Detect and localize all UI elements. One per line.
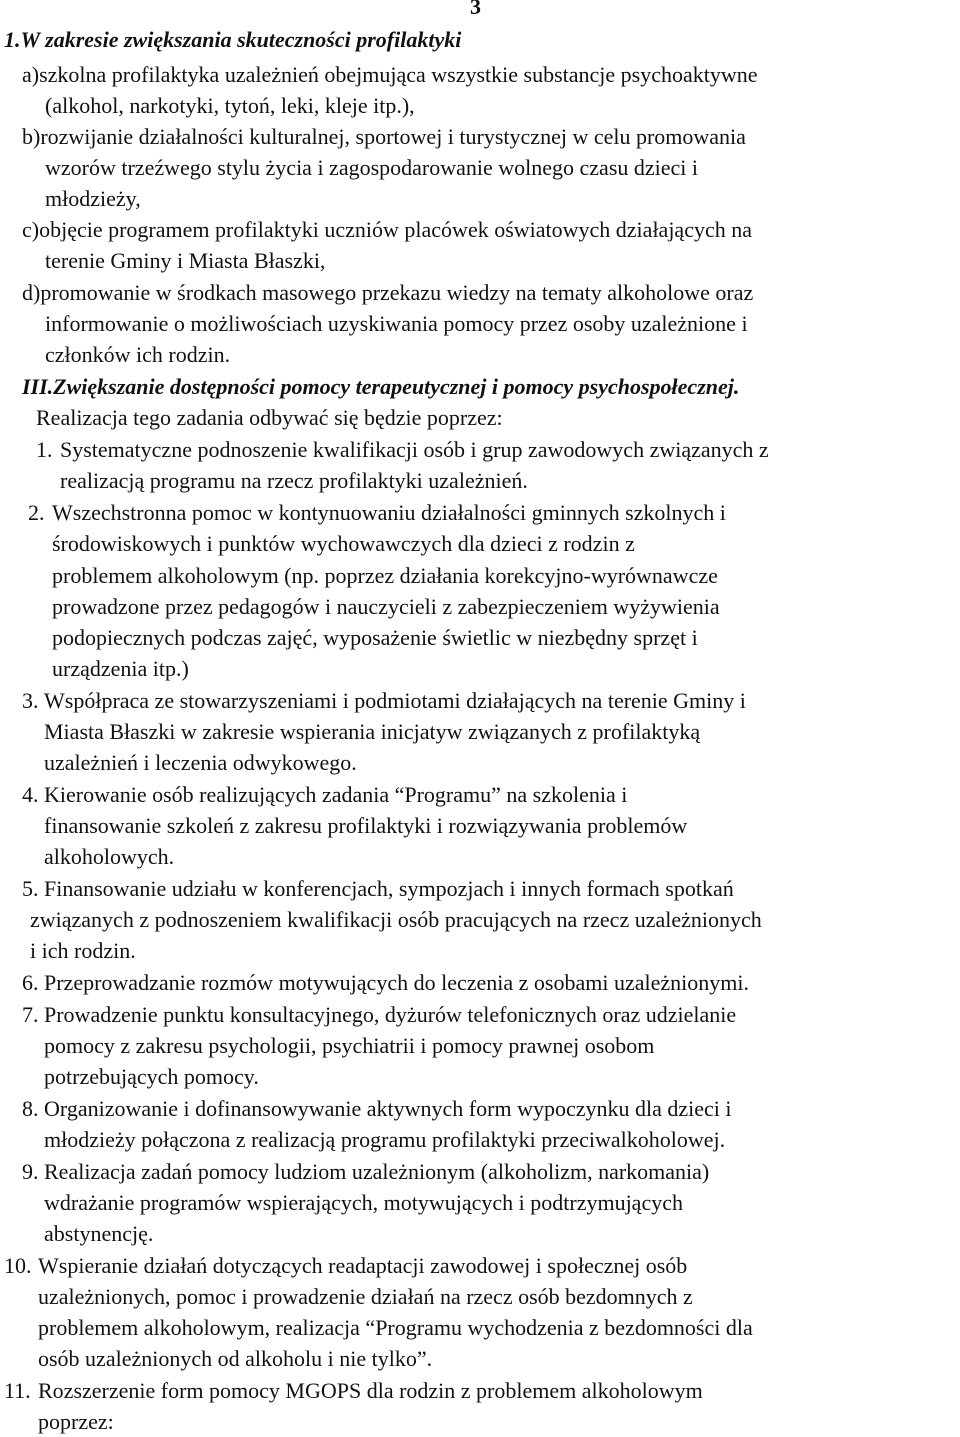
list-item-text: abstynencję. <box>44 1221 154 1246</box>
section-heading: III.Zwiększanie dostępności pomocy terapeutycznej i pomocy psychospołecznej. <box>22 374 740 399</box>
list-item-text: środowiskowych i punktów wychowawczych dla dzieci z rodzin z <box>52 531 635 556</box>
text-line: terenie Gminy i Miasta Błaszki, <box>45 248 326 273</box>
list-item-text: Systematyczne podnoszenie kwalifikacji osób i grup zawodowych związanych z <box>60 437 769 462</box>
list-item-text: Organizowanie i dofinansowywanie aktywnych form wypoczynku dla dzieci i <box>44 1096 732 1121</box>
text-line: młodzieży, <box>45 186 141 211</box>
list-item-number: 6. <box>22 970 39 995</box>
list-item-text: Współpraca ze stowarzyszeniami i podmiotami działających na terenie Gminy i <box>44 688 746 713</box>
text-line: informowanie o możliwościach uzyskiwania pomocy przez osoby uzależnione i <box>45 311 748 336</box>
list-item-text: realizacją programu na rzecz profilaktyki uzależnień. <box>60 468 528 493</box>
list-item-text: Wspieranie działań dotyczących readaptacji zawodowej i społecznej osób <box>38 1253 688 1278</box>
intro-text: Realizacja tego zadania odbywać się będzie poprzez: <box>36 405 503 430</box>
text-line: c)objęcie programem profilaktyki uczniów placówek oświatowych działających na <box>22 217 752 242</box>
section-heading: 1.W zakresie zwiększania skuteczności profilaktyki <box>4 27 462 52</box>
text-line: wzorów trzeźwego stylu życia i zagospodarowanie wolnego czasu dzieci i <box>45 155 699 180</box>
list-item-text: związanych z podnoszeniem kwalifikacji osób pracujących na rzecz uzależnionych <box>30 907 762 932</box>
list-item-text: Rozszerzenie form pomocy MGOPS dla rodzin z problemem alkoholowym <box>38 1378 703 1403</box>
list-item-number: 7. <box>22 1002 39 1027</box>
list-item-number: 8. <box>22 1096 39 1121</box>
list-item-text: urządzenia itp.) <box>52 656 189 681</box>
list-item-text: Przeprowadzanie rozmów motywujących do leczenia z osobami uzależnionymi. <box>44 970 749 995</box>
list-item-text: Realizacja zadań pomocy ludziom uzależnionym (alkoholizm, narkomania) <box>44 1159 710 1184</box>
list-item-text: finansowanie szkoleń z zakresu profilaktyki i rozwiązywania problemów <box>44 813 688 838</box>
list-item-text: problemem alkoholowym (np. poprzez działania korekcyjno-wyrównawcze <box>52 563 718 588</box>
list-item-text: potrzebujących pomocy. <box>44 1064 259 1089</box>
text-line: d)promowanie w środkach masowego przekazu wiedzy na tematy alkoholowe oraz <box>22 280 754 305</box>
list-item-text: prowadzone przez pedagogów i nauczycieli z zabezpieczeniem wyżywienia <box>52 594 720 619</box>
list-item-text: uzależnień i leczenia odwykowego. <box>44 750 357 775</box>
list-item-text: Miasta Błaszki w zakresie wspierania inicjatyw związanych z profilaktyką <box>44 719 701 744</box>
list-item-number: 10. <box>4 1253 32 1278</box>
list-item-text: wdrażanie programów wspierających, motywujących i podtrzymujących <box>44 1190 683 1215</box>
text-line: a)szkolna profilaktyka uzależnień obejmująca wszystkie substancje psychoaktywne <box>22 62 758 87</box>
list-item-text: alkoholowych. <box>44 844 175 869</box>
list-item-number: 4. <box>22 782 39 807</box>
list-item-text: poprzez: <box>38 1409 114 1434</box>
list-item-text: osób uzależnionych od alkoholu i nie tylko”. <box>38 1346 433 1371</box>
list-item-text: młodzieży połączona z realizacją programu profilaktyki przeciwalkoholowej. <box>44 1127 726 1152</box>
page-number: 3 <box>470 0 481 19</box>
list-item-number: 2. <box>28 500 45 525</box>
list-item-text: pomocy z zakresu psychologii, psychiatrii i pomocy prawnej osobom <box>44 1033 655 1058</box>
list-item-text: podopiecznych podczas zajęć, wyposażenie świetlic w niezbędny sprzęt i <box>52 625 698 650</box>
list-item-text: Prowadzenie punktu konsultacyjnego, dyżurów telefonicznych oraz udzielanie <box>44 1002 737 1027</box>
text-line: b)rozwijanie działalności kulturalnej, sportowej i turystycznej w celu promowania <box>22 124 746 149</box>
list-item-text: i ich rodzin. <box>30 938 136 963</box>
list-item-number: 3. <box>22 688 39 713</box>
list-item-text: Finansowanie udziału w konferencjach, sympozjach i innych formach spotkań <box>44 876 734 901</box>
list-item-text: Wszechstronna pomoc w kontynuowaniu działalności gminnych szkolnych i <box>52 500 726 525</box>
list-item-number: 11. <box>4 1378 31 1403</box>
text-line: (alkohol, narkotyki, tytoń, leki, kleje itp.), <box>45 93 415 118</box>
text-line: członków ich rodzin. <box>45 342 231 367</box>
list-item-text: uzależnionych, pomoc i prowadzenie działań na rzecz osób bezdomnych z <box>38 1284 693 1309</box>
list-item-text: problemem alkoholowym, realizacja “Programu wychodzenia z bezdomności dla <box>38 1315 753 1340</box>
list-item-text: Kierowanie osób realizujących zadania “Programu” na szkolenia i <box>44 782 628 807</box>
list-item-number: 9. <box>22 1159 39 1184</box>
list-item-number: 5. <box>22 876 39 901</box>
list-item-number: 1. <box>36 437 53 462</box>
